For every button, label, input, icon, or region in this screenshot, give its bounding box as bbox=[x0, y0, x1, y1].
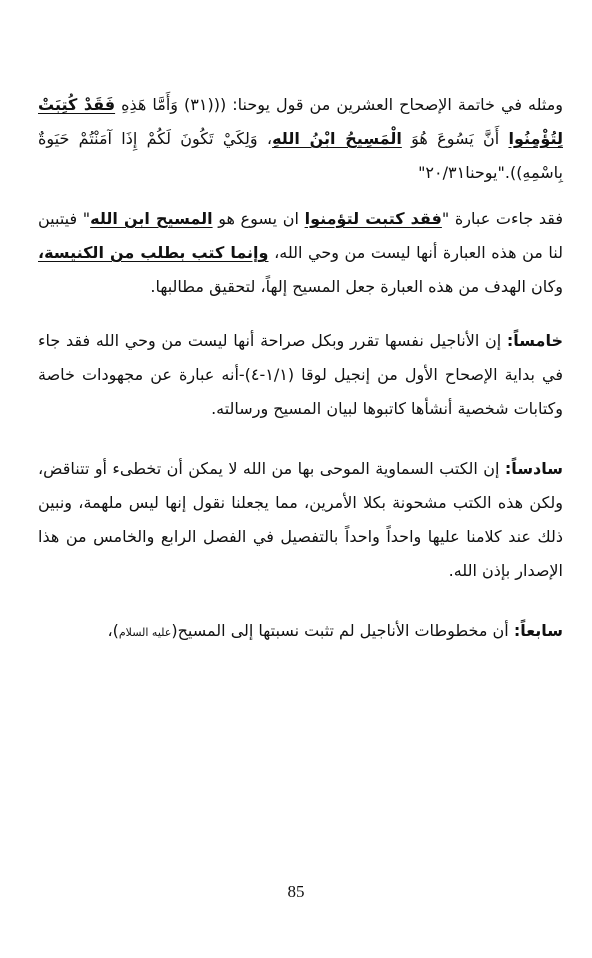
point-six-paragraph bbox=[38, 452, 563, 588]
point-six-text: إن الكتب السماوية الموحى بها من الله لا يمكن أن تخطىء أو تتناقض، ولكن هذه الكتب مشحونة بكلا الأمرين، مما يجعلنا نقول إنها ليس ملهمة، ونبين ذلك عند كلامنا عليها واحداً واحداً بالتفصيل في الفصل الرابع والخامس من هذا الإصدار بإذن الله. bbox=[38, 459, 563, 580]
point-five-label: خامساً: bbox=[506, 331, 563, 350]
honorific: عليه السلام bbox=[118, 626, 172, 639]
page-body bbox=[38, 88, 563, 650]
commentary-paragraph bbox=[38, 202, 563, 304]
commentary-text-end: وكان الهدف من هذه العبارة جعل المسيح إلهاً، لتحقيق مطالبها. bbox=[150, 277, 563, 296]
emphasis-christ-son-of-god: الْمَسِيحُ ابْنُ اللهِ bbox=[272, 129, 402, 148]
point-seven-paragraph bbox=[38, 614, 563, 650]
point-seven-end: )، bbox=[107, 621, 119, 640]
point-six-label: سادساً: bbox=[504, 459, 563, 478]
quote-intro: ومثله في خاتمة الإصحاح العشرين من قول يوحنا: (((٣١) وَأَمَّا هَذِهِ bbox=[115, 95, 564, 114]
quote-text-end: ، وَلِكَيْ تَكُونَ لَكُمْ إِذَا آمَنْتُمْ حَيَوةٌ بِاسْمِهِ))."يوحنا٢٠/٣١" bbox=[38, 129, 563, 182]
page-number: 85 bbox=[287, 882, 305, 901]
commentary-text: فقد جاءت عبارة " bbox=[441, 209, 564, 228]
quote-paragraph bbox=[38, 88, 563, 190]
point-five-paragraph bbox=[38, 324, 563, 426]
point-seven-label: سابعاً: bbox=[513, 621, 563, 640]
emphasis-church-request: وإنما كتب بطلب من الكنيسة، bbox=[38, 243, 269, 262]
point-seven-text: أن مخطوطات الأناجيل لم تثبت نسبتها إلى المسيح( bbox=[171, 621, 514, 640]
point-five-text: إن الأناجيل نفسها تقرر وبكل صراحة أنها ليست من وحي الله فقد جاء في بداية الإصحاح الأول من إنجيل لوقا (١/١-٤)-أنه عبارة عن مجهودات خاصة وكتابات شخصية أنشأها كاتبوها لبيان المسيح ورسالته. bbox=[38, 331, 563, 418]
emphasis-christ-son-of-god: المسيح ابن الله bbox=[90, 209, 213, 228]
commentary-text: ان يسوع هو bbox=[212, 209, 305, 228]
emphasis-written-to-believe: فَقَدْ كُتِبَتْ لِتُؤْمِنُوا bbox=[38, 95, 563, 148]
quote-text: أَنَّ يَسُوعَ هُوَ bbox=[401, 129, 509, 148]
emphasis-written-to-believe: فقد كتبت لتؤمنوا bbox=[304, 209, 442, 228]
commentary-text: " فيتبين لنا من هذه العبارة أنها ليست من وحي الله، bbox=[38, 209, 564, 262]
